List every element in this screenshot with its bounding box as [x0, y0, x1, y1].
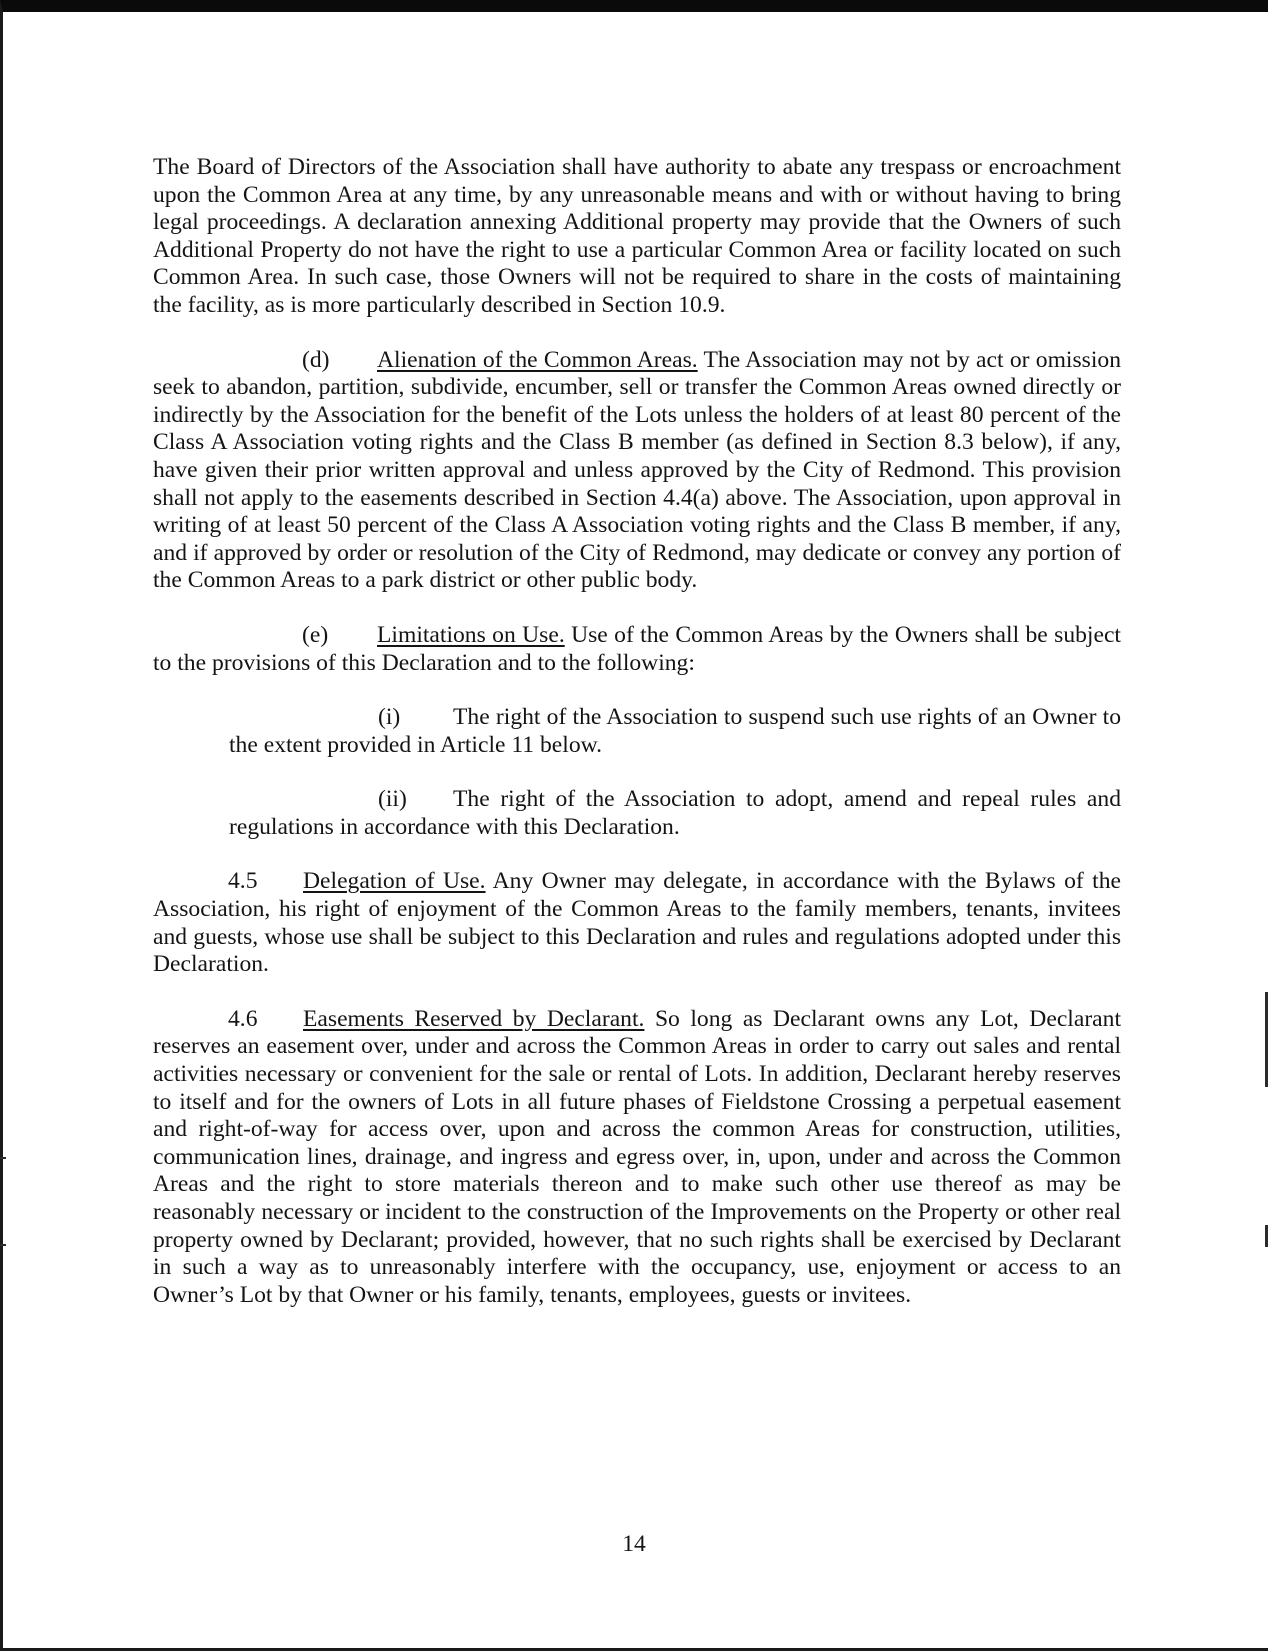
- section-4-5-delegation: [153, 868, 1121, 978]
- paragraph-text: So long as Declarant owns any Lot, Declarant reserves an easement over, under and across the Common Areas in order to carry out sales and rental activities necessary or convenient for the sale or rental of Lots. In addition, Declarant hereby reserves to itself and for the owners of Lots in all future phases of Fieldstone Crossing a perpetual easement and right-of-way for access over, upon and across the common Areas for construction, utilities, communication lines, drainage, and ingress and egress over, in, upon, under and across the Common Areas and the right to store materials thereon and to make such other use thereof as may be reasonably necessary or incident to the construction of the Improvements on the Property or other real property owned by Declarant; provided, however, that no such rights shall be exercised by Declarant in such a way as to unreasonably interfere with the occupancy, use, enjoyment or access to an Owner’s Lot by that Owner or his family, tenants, employees, guests or invitees.: [153, 1005, 1121, 1308]
- subsection-label: (e): [302, 621, 329, 648]
- document-page: [153, 154, 1121, 1336]
- section-heading: Easements Reserved by Declarant.: [303, 1005, 645, 1032]
- item-text: The right of the Association to suspend such use rights of an Owner to the extent provided in Article 11 below.: [229, 704, 1121, 758]
- item-label: (i): [378, 704, 401, 731]
- page-number: 14: [622, 1531, 646, 1557]
- paragraph-text: Use of the Common Areas by the Owners shall be subject to the provisions of this Declaration and to the following:: [153, 621, 1121, 676]
- paragraph-text: The Association may not by act or omission seek to abandon, partition, subdivide, encumber, sell or transfer the Common Areas owned directly or indirectly by the Association for the benefit of the Lots unless the holders of at least 80 percent of the Class A Association voting rights and the Class B member (as defined in Section 8.3 below), if any, have given their prior written approval and unless approved by the City of Redmond. This provision shall not apply to the easements described in Section 4.4(a) above. The Association, upon approval in writing of at least 50 percent of the Class A Association voting rights and the Class B member, if any, and if approved by order or resolution of the City of Redmond, may dedicate or convey any portion of the Common Areas to a park district or other public body.: [153, 346, 1121, 594]
- section-number: 4.6: [228, 1005, 258, 1032]
- section-4-6-easements: [153, 1006, 1121, 1310]
- item-label: (ii): [378, 786, 407, 813]
- paragraph-text: The Board of Directors of the Association shall have authority to abate any trespass or encroachment upon the Common Area at any time, by any unreasonable means and with or without having to bring legal proceedings. A declaration annexing Additional property may provide that the Owners of such Additional Property do not have the right to use a particular Common Area or facility located on such Common Area. In such case, those Owners will not be required to share in the costs of maintaining the facility, as is more particularly described in Section 10.9.: [153, 154, 1121, 318]
- subsection-label: (d): [302, 346, 330, 373]
- item-text: The right of the Association to adopt, amend and repeal rules and regulations in accordance with this Declaration.: [229, 786, 1121, 840]
- subsection-heading: Alienation of the Common Areas.: [377, 346, 698, 373]
- section-heading: Delegation of Use.: [303, 868, 486, 895]
- subsection-heading: Limitations on Use.: [377, 621, 565, 648]
- list-item-i: [229, 704, 1121, 759]
- paragraph-board-authority: [153, 154, 1121, 320]
- paragraph-text: Any Owner may delegate, in accordance with the Bylaws of the Association, his right of enjoyment of the Common Areas to the family members, tenants, invitees and guests, whose use shall be subject to this Declaration and rules and regulations adopted under this Declaration.: [153, 868, 1121, 978]
- paragraph-alienation: [153, 347, 1121, 595]
- paragraph-limitations: [153, 622, 1121, 677]
- list-item-ii: [229, 786, 1121, 841]
- scan-edge-mark: [0, 1244, 6, 1246]
- section-number: 4.5: [228, 868, 258, 895]
- scan-edge-mark: [0, 1157, 6, 1159]
